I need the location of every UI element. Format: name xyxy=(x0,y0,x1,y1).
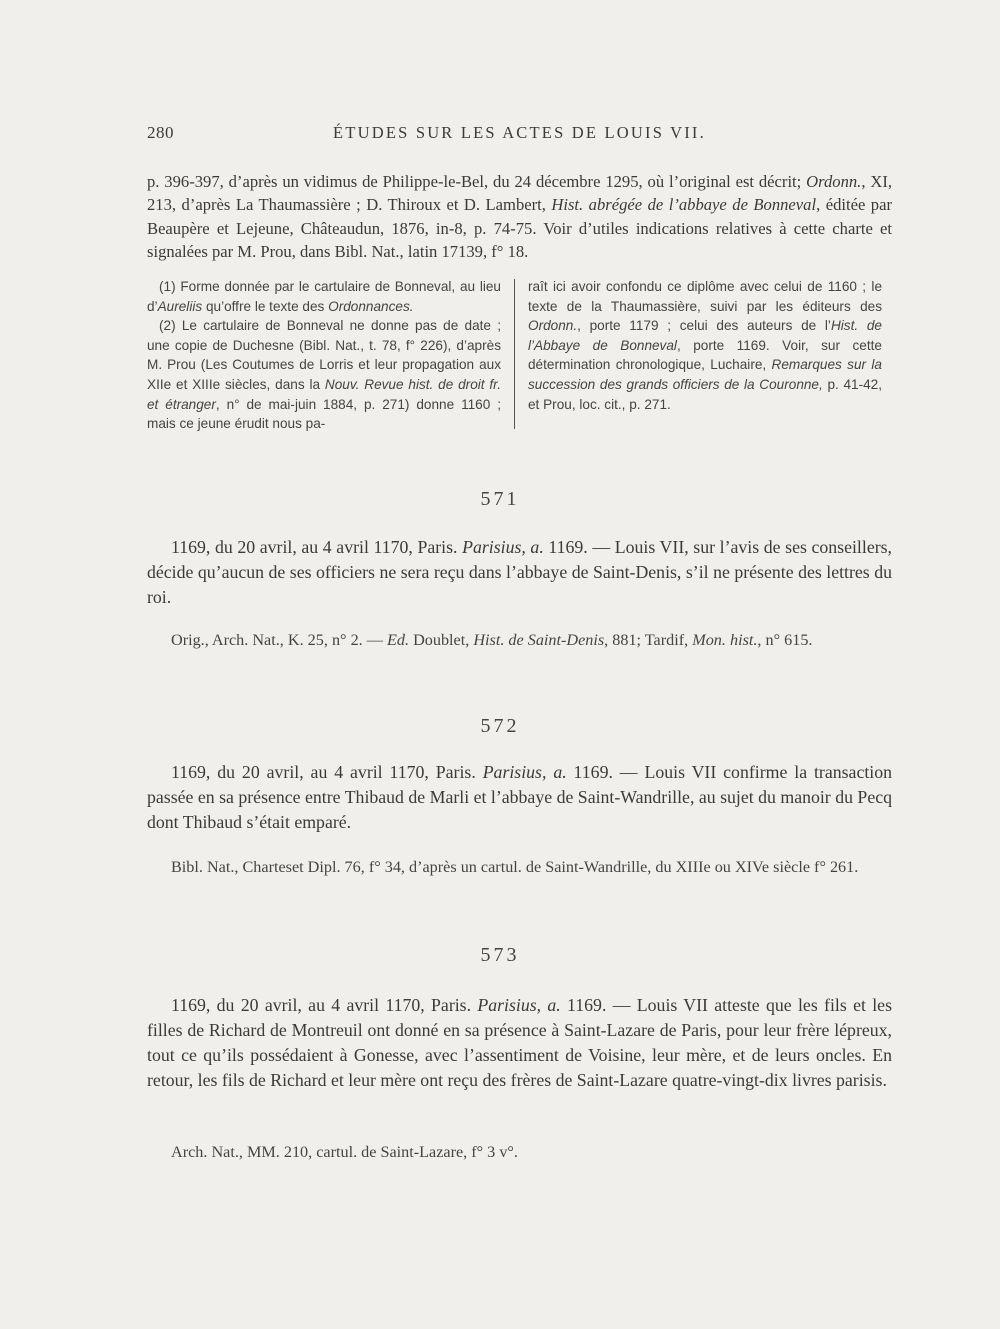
footnotes xyxy=(147,277,892,432)
act-571-text: 1169, du 20 avril, au 4 avril 1170, Paris. Parisius, a. 1169. — Louis VII, sur l’avis de ses conseillers, décide qu’aucun de ses officiers ne sera reçu dans l’abbaye de Saint-Denis, s’il ne présente des lettres du roi. xyxy=(147,537,892,607)
footnotes-left-column xyxy=(147,277,501,434)
act-572-text: 1169, du 20 avril, au 4 avril 1170, Paris. Parisius, a. 1169. — Louis VII confirme la transaction passée en sa présence entre Thibaud de Marli et l’abbaye de Saint-Wandrille, au sujet du manoir du Pecq dont Thibaud s’était emparé. xyxy=(147,762,892,832)
footnote-2-continued: raît ici avoir confondu ce diplôme avec celui de 1160 ; le texte de la Thaumassière, suivi par les éditeurs des Ordonn., porte 1179 ; celui des auteurs de l’Hist. de l’Abbaye de Bonneval, porte 1169. Voir, sur cette détermination chronologique, Luchaire, Remarques sur la succession des grands officiers de la Couronne, p. 41-42, et Prou, loc. cit., p. 271. xyxy=(528,279,883,412)
running-title: ÉTUDES SUR LES ACTES DE LOUIS VII. xyxy=(333,123,706,142)
page-header xyxy=(147,123,892,149)
act-571-reference: Orig., Arch. Nat., K. 25, n° 2. — Ed. Doublet, Hist. de Saint-Denis, 881; Tardif, Mon. hist., n° 615. xyxy=(171,631,813,649)
intro-hist-title: Hist. abrégée de l’abbaye xyxy=(551,195,727,215)
footnote-1: (1) Forme donnée par le cartulaire de Bonneval, au lieu d’Aureliis qu’offre le texte des Ordonnances. xyxy=(147,279,501,314)
intro-line2: , XI, 213, d’après La Thaumassière ; D. Thiroux et D. Lambert, xyxy=(147,172,892,215)
act-573-text: 1169, du 20 avril, au 4 avril 1170, Paris. Parisius, a. 1169. — Louis VII atteste que les fils et les filles de Richard de Montreuil ont donné en sa présence à Saint-Lazare de Paris, pour leur frère lépreux, tout ce qu’ils possédaient à Gonesse, avec l’assentiment de Voisine, leur mère, et de leurs oncles. En retour, les fils de Richard et leur mère ont reçu des frères de Saint-Lazare quatre-vingt-dix livres parisis. xyxy=(147,995,892,1090)
act-number-572: 572 xyxy=(480,715,520,737)
intro-bonneval: de Bonneval xyxy=(732,195,817,215)
column-divider xyxy=(514,279,515,429)
intro-paragraph xyxy=(147,170,892,263)
footnote-2: (2) Le cartulaire de Bonneval ne donne pas de date ; une copie de Duchesne (Bibl. Nat., t. 78, f° 226), d’après M. Prou (Les Coutumes de Lorris et leur propagation aux XIIe et XIIIe siècles, dans la Nouv. Revue hist. de droit fr. et étranger, n° de mai-juin 1884, p. 271) donne 1160 ; mais ce jeune érudit nous pa- xyxy=(147,318,501,432)
intro-line1: p. 396-397, d’après un vidimus de Philippe-le-Bel, du 24 décembre 1295, où l’original est décrit; xyxy=(147,172,802,191)
page-number: 280 xyxy=(147,123,174,142)
act-573-reference: Arch. Nat., MM. 210, cartul. de Saint-Lazare, f° 3 v°. xyxy=(171,1143,518,1161)
act-number-571: 571 xyxy=(480,488,520,510)
intro-ordonn: Ordonn. xyxy=(806,172,862,191)
act-572-reference: Bibl. Nat., Charteset Dipl. 76, f° 34, d’après un cartul. de Saint-Wandrille, du XIIIe ou XIVe siècle f° 261. xyxy=(171,858,859,876)
act-number-573: 573 xyxy=(480,944,520,966)
footnotes-right-column xyxy=(528,277,882,414)
intro-line3: , éditée par Beaupère et Lejeune, Châteaudun, 1876, in-8, p. 74-75. Voir d’utiles indications relatives à cette charte et signalées par M. Prou, dans Bibl. Nat., latin 17139, f° 18. xyxy=(147,195,892,261)
